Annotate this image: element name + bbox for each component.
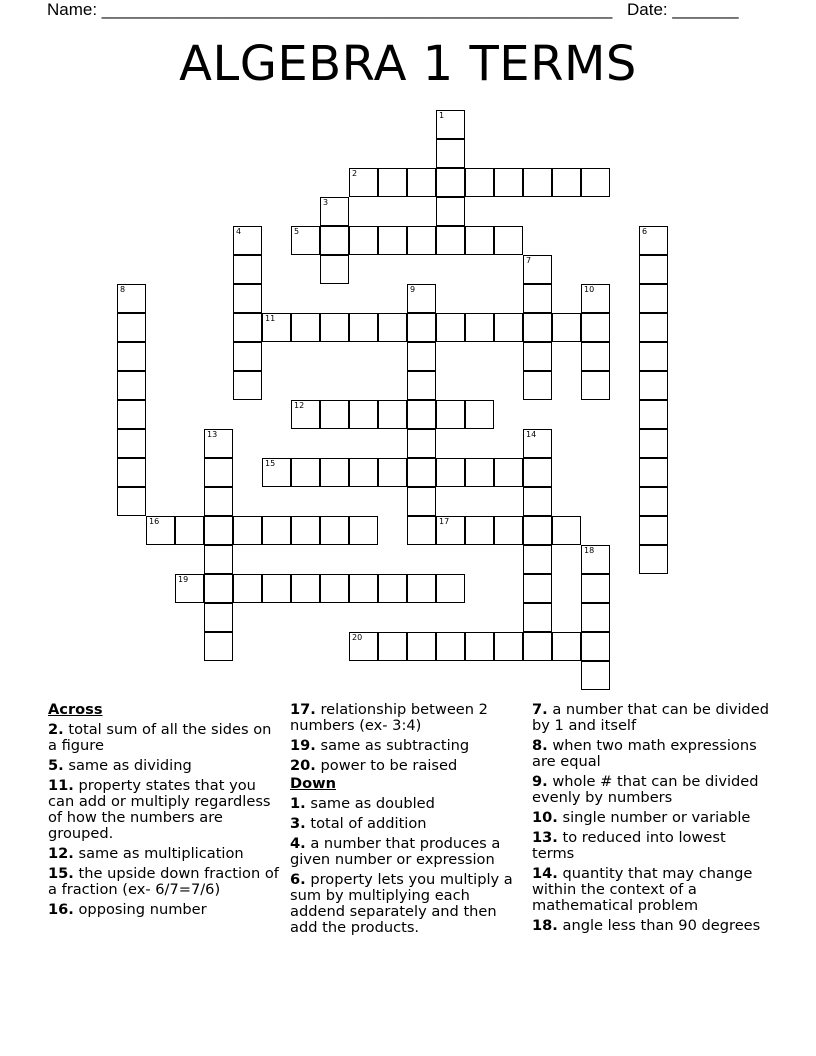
crossword-cell[interactable] xyxy=(407,574,436,603)
cell-number: 19 xyxy=(178,575,189,584)
crossword-cell[interactable] xyxy=(117,342,146,371)
crossword-cell[interactable] xyxy=(233,284,262,313)
crossword-cell[interactable] xyxy=(639,284,668,313)
crossword-cell[interactable] xyxy=(320,226,349,255)
crossword-cell[interactable] xyxy=(378,226,407,255)
crossword-cell[interactable] xyxy=(349,574,378,603)
crossword-cell[interactable] xyxy=(436,197,465,226)
crossword-cell[interactable] xyxy=(349,226,378,255)
cell-number: 1 xyxy=(439,111,445,120)
crossword-cell[interactable] xyxy=(262,313,291,342)
clue-down-7: 7. a number that can be divided by 1 and itself xyxy=(532,701,770,734)
cell-number: 5 xyxy=(294,227,300,236)
cell-number: 3 xyxy=(323,198,329,207)
clue-across-2: 2. total sum of all the sides on a figure xyxy=(48,721,272,754)
crossword-cell[interactable] xyxy=(465,458,494,487)
cell-number: 16 xyxy=(149,517,160,526)
crossword-cell[interactable] xyxy=(465,313,494,342)
clues-column-1 xyxy=(48,702,280,922)
cell-number: 10 xyxy=(584,285,595,294)
crossword-cell[interactable] xyxy=(117,284,146,313)
crossword-cell[interactable] xyxy=(233,574,262,603)
crossword-cell[interactable] xyxy=(639,458,668,487)
crossword-cell[interactable] xyxy=(465,400,494,429)
across-heading: Across xyxy=(48,701,103,718)
crossword-cell[interactable] xyxy=(175,574,204,603)
cell-number: 14 xyxy=(526,430,537,439)
crossword-cell[interactable] xyxy=(465,226,494,255)
crossword-cell[interactable] xyxy=(320,313,349,342)
crossword-cell[interactable] xyxy=(436,110,465,139)
crossword-cell[interactable] xyxy=(233,313,262,342)
crossword-cell[interactable] xyxy=(291,458,320,487)
cell-number: 18 xyxy=(584,546,595,555)
crossword-cell[interactable] xyxy=(523,371,552,400)
cell-number: 7 xyxy=(526,256,532,265)
crossword-cell[interactable] xyxy=(204,487,233,516)
crossword-cell[interactable] xyxy=(639,516,668,545)
crossword-cell[interactable] xyxy=(581,371,610,400)
crossword-cell[interactable] xyxy=(639,313,668,342)
crossword-cell[interactable] xyxy=(581,632,610,661)
crossword-cell[interactable] xyxy=(639,545,668,574)
crossword-cell[interactable] xyxy=(233,342,262,371)
crossword-cell[interactable] xyxy=(436,458,465,487)
crossword-cell[interactable] xyxy=(320,197,349,226)
crossword-cell[interactable] xyxy=(407,226,436,255)
crossword-cell[interactable] xyxy=(320,516,349,545)
cell-number: 9 xyxy=(410,285,416,294)
crossword-cell[interactable] xyxy=(523,342,552,371)
crossword-cell[interactable] xyxy=(407,342,436,371)
crossword-cell[interactable] xyxy=(291,516,320,545)
crossword-cell[interactable] xyxy=(204,458,233,487)
crossword-cell[interactable] xyxy=(349,516,378,545)
crossword-cell[interactable] xyxy=(175,516,204,545)
cell-number: 6 xyxy=(642,227,648,236)
crossword-cell[interactable] xyxy=(407,458,436,487)
crossword-cell[interactable] xyxy=(407,429,436,458)
crossword-cell[interactable] xyxy=(233,226,262,255)
crossword-cell[interactable] xyxy=(639,429,668,458)
date-field[interactable]: Date: _______ xyxy=(627,0,739,19)
clue-across-15: 15. the upside down fraction of a fraction (ex- 6/7=7/6) xyxy=(48,865,279,898)
crossword-cell[interactable] xyxy=(436,313,465,342)
crossword-cell[interactable] xyxy=(291,226,320,255)
crossword-cell[interactable] xyxy=(320,255,349,284)
crossword-cell[interactable] xyxy=(581,545,610,574)
crossword-cell[interactable] xyxy=(436,400,465,429)
cell-number: 17 xyxy=(439,517,450,526)
crossword-cell[interactable] xyxy=(639,226,668,255)
cell-number: 20 xyxy=(352,633,363,642)
clue-down-8: 8. when two math expressions are equal xyxy=(532,737,757,770)
crossword-cell[interactable] xyxy=(204,574,233,603)
crossword-cell[interactable] xyxy=(204,429,233,458)
crossword-cell[interactable] xyxy=(523,545,552,574)
name-field[interactable]: Name: ______________________________________________________ xyxy=(47,0,613,19)
crossword-cell[interactable] xyxy=(262,574,291,603)
cell-number: 12 xyxy=(294,401,305,410)
crossword-cell[interactable] xyxy=(320,458,349,487)
crossword-cell[interactable] xyxy=(436,168,465,197)
crossword-cell[interactable] xyxy=(233,516,262,545)
crossword-cell[interactable] xyxy=(581,574,610,603)
crossword-cell[interactable] xyxy=(436,516,465,545)
crossword-cell[interactable] xyxy=(639,255,668,284)
crossword-cell[interactable] xyxy=(407,516,436,545)
crossword-cell[interactable] xyxy=(581,168,610,197)
cell-number: 15 xyxy=(265,459,276,468)
clue-down-6: 6. property lets you multiply a sum by multiplying each addend separately and then add the products. xyxy=(290,871,513,936)
crossword-cell[interactable] xyxy=(552,168,581,197)
crossword-cell[interactable] xyxy=(494,168,523,197)
crossword-cell[interactable] xyxy=(291,400,320,429)
crossword-cell[interactable] xyxy=(349,313,378,342)
clue-across-17: 17. relationship between 2 numbers (ex- 3:4) xyxy=(290,701,488,734)
crossword-cell[interactable] xyxy=(349,400,378,429)
crossword-cell[interactable] xyxy=(204,545,233,574)
crossword-cell[interactable] xyxy=(262,458,291,487)
cell-number: 2 xyxy=(352,169,358,178)
crossword-cell[interactable] xyxy=(407,371,436,400)
crossword-cell[interactable] xyxy=(378,400,407,429)
crossword-cell[interactable] xyxy=(407,284,436,313)
crossword-cell[interactable] xyxy=(117,371,146,400)
crossword-cell[interactable] xyxy=(320,574,349,603)
crossword-cell[interactable] xyxy=(494,313,523,342)
crossword-cell[interactable] xyxy=(407,487,436,516)
clue-down-10: 10. single number or variable xyxy=(532,809,751,826)
clue-down-14: 14. quantity that may change within the context of a mathematical problem xyxy=(532,865,753,914)
crossword-cell[interactable] xyxy=(407,313,436,342)
crossword-cell[interactable] xyxy=(639,371,668,400)
crossword-cell[interactable] xyxy=(117,487,146,516)
crossword-cell[interactable] xyxy=(494,632,523,661)
crossword-cell[interactable] xyxy=(117,429,146,458)
crossword-cell[interactable] xyxy=(262,516,291,545)
crossword-cell[interactable] xyxy=(523,255,552,284)
crossword-cell[interactable] xyxy=(581,342,610,371)
crossword-cell[interactable] xyxy=(523,632,552,661)
crossword-cell[interactable] xyxy=(378,574,407,603)
clue-down-9: 9. whole # that can be divided evenly by numbers xyxy=(532,773,759,806)
crossword-cell[interactable] xyxy=(523,284,552,313)
crossword-cell[interactable] xyxy=(639,487,668,516)
crossword-cell[interactable] xyxy=(407,632,436,661)
crossword-cell[interactable] xyxy=(117,313,146,342)
crossword-cell[interactable] xyxy=(523,458,552,487)
crossword-cell[interactable] xyxy=(523,574,552,603)
crossword-cell[interactable] xyxy=(523,168,552,197)
crossword-cell[interactable] xyxy=(581,661,610,690)
crossword-cell[interactable] xyxy=(523,603,552,632)
crossword-cell[interactable] xyxy=(639,342,668,371)
crossword-cell[interactable] xyxy=(233,255,262,284)
clue-down-1: 1. same as doubled xyxy=(290,795,435,812)
crossword-cell[interactable] xyxy=(378,632,407,661)
cell-number: 4 xyxy=(236,227,242,236)
crossword-cell[interactable] xyxy=(146,516,175,545)
crossword-cell[interactable] xyxy=(494,516,523,545)
crossword-cell[interactable] xyxy=(523,313,552,342)
crossword-cell[interactable] xyxy=(523,487,552,516)
crossword-cell[interactable] xyxy=(552,313,581,342)
crossword-cell[interactable] xyxy=(436,139,465,168)
clue-down-4: 4. a number that produces a given number or expression xyxy=(290,835,501,868)
cell-number: 8 xyxy=(120,285,126,294)
crossword-cell[interactable] xyxy=(117,458,146,487)
crossword-cell[interactable] xyxy=(349,168,378,197)
crossword-cell[interactable] xyxy=(581,284,610,313)
crossword-cell[interactable] xyxy=(552,516,581,545)
crossword-cell[interactable] xyxy=(494,458,523,487)
crossword-cell[interactable] xyxy=(291,313,320,342)
crossword-cell[interactable] xyxy=(407,400,436,429)
crossword-cell[interactable] xyxy=(581,603,610,632)
crossword-cell[interactable] xyxy=(117,400,146,429)
crossword-cell[interactable] xyxy=(204,603,233,632)
crossword-cell[interactable] xyxy=(378,458,407,487)
cell-number: 11 xyxy=(265,314,276,323)
crossword-cell[interactable] xyxy=(552,632,581,661)
crossword-cell[interactable] xyxy=(436,574,465,603)
clue-across-11: 11. property states that you can add or multiply regardless of how the numbers are grouped. xyxy=(48,777,271,842)
clues-column-2 xyxy=(290,702,526,940)
clue-down-13: 13. to reduced into lowest terms xyxy=(532,829,726,862)
crossword-cell[interactable] xyxy=(349,632,378,661)
crossword-cell[interactable] xyxy=(436,226,465,255)
crossword-cell[interactable] xyxy=(378,168,407,197)
crossword-cell[interactable] xyxy=(581,313,610,342)
clue-across-19: 19. same as subtracting xyxy=(290,737,470,754)
crossword-cell[interactable] xyxy=(436,632,465,661)
crossword-cell[interactable] xyxy=(465,168,494,197)
crossword-cell[interactable] xyxy=(204,516,233,545)
crossword-cell[interactable] xyxy=(465,632,494,661)
crossword-cell[interactable] xyxy=(378,313,407,342)
clue-across-20: 20. power to be raised xyxy=(290,757,458,774)
crossword-cell[interactable] xyxy=(233,371,262,400)
clue-down-3: 3. total of addition xyxy=(290,815,427,832)
crossword-cell[interactable] xyxy=(523,429,552,458)
crossword-cell[interactable] xyxy=(639,400,668,429)
down-heading: Down xyxy=(290,775,337,792)
cell-number: 13 xyxy=(207,430,218,439)
crossword-cell[interactable] xyxy=(465,516,494,545)
crossword-cell[interactable] xyxy=(494,226,523,255)
crossword-cell[interactable] xyxy=(320,400,349,429)
page-title: ALGEBRA 1 TERMS xyxy=(179,36,637,92)
crossword-cell[interactable] xyxy=(204,632,233,661)
crossword-cell[interactable] xyxy=(291,574,320,603)
crossword-cell[interactable] xyxy=(523,516,552,545)
clue-down-18: 18. angle less than 90 degrees xyxy=(532,917,761,934)
clue-across-5: 5. same as dividing xyxy=(48,757,192,774)
clues-column-3 xyxy=(532,702,772,938)
crossword-cell[interactable] xyxy=(407,168,436,197)
crossword-cell[interactable] xyxy=(349,458,378,487)
clue-across-12: 12. same as multiplication xyxy=(48,845,244,862)
clue-across-16: 16. opposing number xyxy=(48,901,207,918)
